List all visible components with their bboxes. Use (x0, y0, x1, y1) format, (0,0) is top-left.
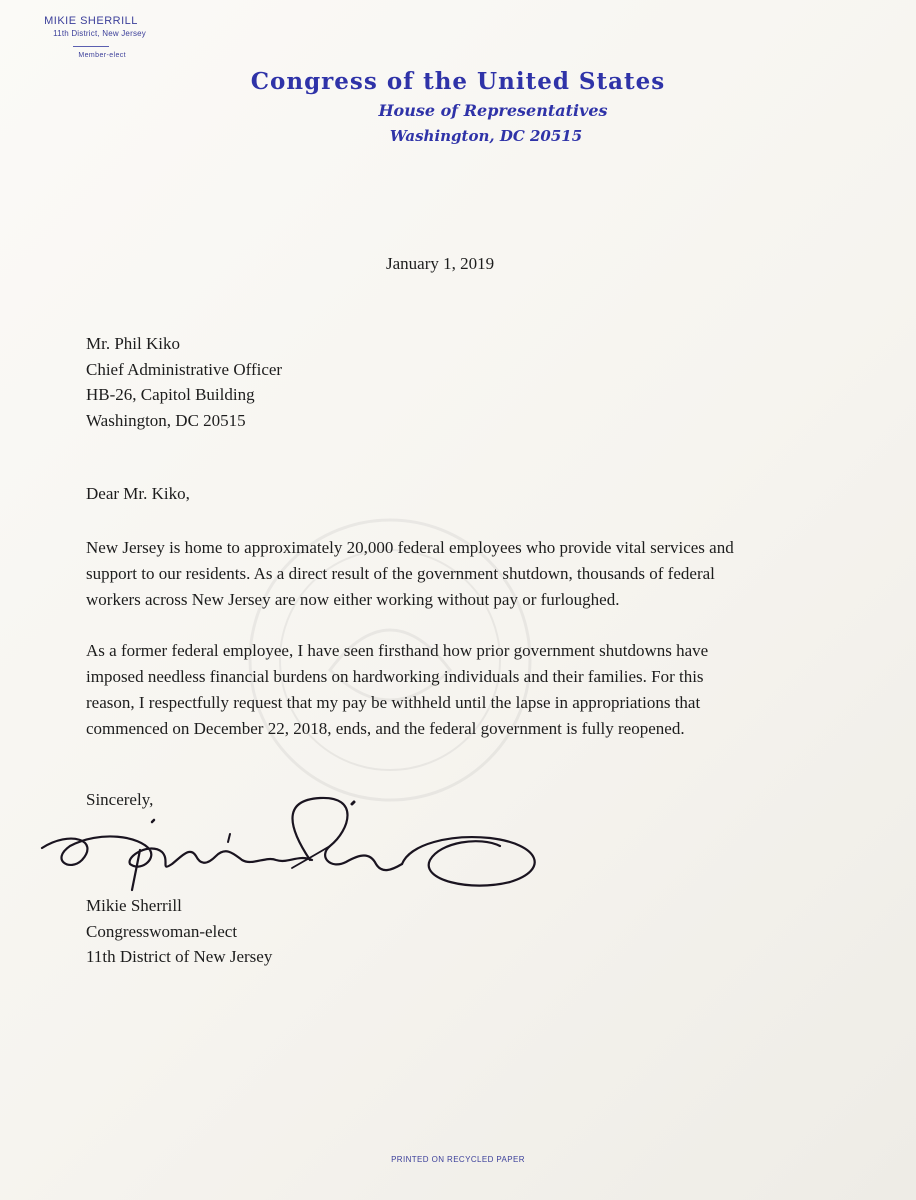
signer-block (86, 893, 272, 970)
letterhead-house: House of Representatives (378, 101, 608, 120)
recipient-address (86, 331, 282, 433)
signer-name: Mikie Sherrill (86, 896, 182, 915)
address-line-building: HB-26, Capitol Building (86, 385, 255, 404)
body-paragraph-1: New Jersey is home to approximately 20,000 federal employees who provide vital services and support to our residents. As a direct result of the government shutdown, thousands of federal workers across New Jersey are now either working without pay or furloughed. (86, 538, 734, 609)
signer-title: Congresswoman-elect (86, 921, 238, 941)
handwritten-signature (30, 790, 590, 910)
signer-district: 11th District of New Jersey (86, 947, 273, 966)
address-line-city: Washington, DC 20515 (86, 410, 246, 430)
letterhead-city: Washington, DC 20515 (389, 127, 583, 145)
recycled-paper-notice: PRINTED ON RECYCLED PAPER (391, 1155, 525, 1164)
member-status: Member-elect (78, 52, 126, 59)
member-block (26, 14, 156, 61)
letter-date: January 1, 2019 (386, 254, 495, 273)
address-line-title: Chief Administrative Officer (86, 359, 283, 379)
closing: Sincerely, (86, 790, 154, 809)
salutation: Dear Mr. Kiko, (86, 484, 190, 503)
member-name: MIKIE SHERRILL (44, 15, 138, 27)
letterhead (200, 66, 716, 148)
body-paragraph-2: As a former federal employee, I have seen firsthand how prior government shutdowns have imposed needless financial burdens on hardworking individuals and their families. For this reason, I respectfully request that my pay be withheld until the lapse in appropriations that commenced on December 22, 2018, ends, and the federal government is fully reopened. (86, 641, 709, 738)
member-divider (73, 46, 109, 47)
member-district: 11th District, New Jersey (53, 29, 146, 38)
letterhead-congress: Congress of the United States (250, 68, 666, 95)
address-line-name: Mr. Phil Kiko (86, 334, 180, 353)
